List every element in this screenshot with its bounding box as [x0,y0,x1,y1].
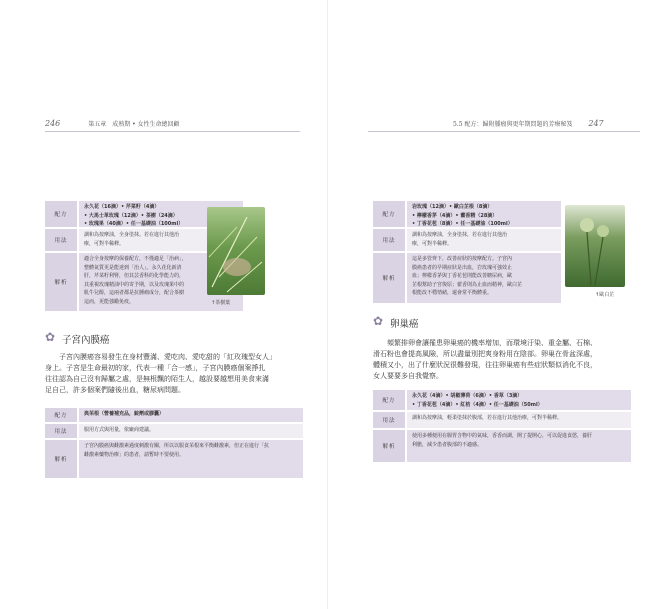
left-oil-table [45,201,303,309]
right-t2-explain-row: 解析 使用多種便用在腸胃含物中的氣味，香香而調，開了提開心，可以促進食慾，養肝 利膽，減少患者腹部的不適感。 [373,430,631,462]
left-t2-formula-text: 典苿根（營養補充品，錠劑或膠囊） [79,408,303,422]
right-usage-row: 用法 調和為按摩油，全身塗抹，若在進行其他治 療，可對半稀釋。 [373,229,561,251]
explain-label: 解析 [45,253,77,311]
right-formula-row: 配方 岩玫瑰（12滴）• 歐白芷根（8滴） • 檸檬香茅（4滴）• 藿香精（28滴） • 丁香花苞（8滴）• 任一基礎油（100ml） [373,201,561,227]
left-header [45,119,180,128]
right-body-text: 頻繁排卵會讓罹患卵巢癌的機率增加，而環境汙染、重金屬、石棉、 滑石粉也會提高風險，所以盡量別把爽身粉用在陰部。卵巢在骨盆深處， 體積又小，出了什麼狀況很難發現，往往卵巢癌有些症狀類似消化不良， 女人要要多自我覺察。 [373,339,597,380]
right-t2-formula-row: 配方 永久花（4滴）• 胡椒薄荷（6滴）• 香草（3滴） • 丁香花苞（4滴）• 紅桔（4滴）• 任一基礎油（50ml） [373,390,631,410]
right-t2-usage-text: 調和為按摩油，輕柔塗抹於腹部，若在進行其他治療，可對半稀釋。 [407,412,631,428]
explain-text: 適合全身按摩的保養配方，不僅適足「治病」， 整體氣質更是能達到「治人」。永久花化新清 肝，芹菜籽利腎，但其芸香科的化學能力的， 其重視玫瑰精油中的寄予期，以及玫瑰果中的 肌牛兒醇，這兩者都是抗腫瘤成分，配合茶樹 這而，更能強勵免疫。 [79,253,243,311]
flower-icon: ✿ [45,330,56,344]
left-page-number: 246 [45,119,61,128]
tea-tree-caption: ↑茶樹葉 [211,300,231,306]
tea-tree-leaves-icon [207,207,265,295]
right-page-number: 247 [588,119,604,128]
right-t2-explain-text: 使用多種便用在腸胃含物中的氣味，香香而調，開了提開心，可以促進食慾，養肝 利膽，減少患者腹部的不適感。 [407,430,631,462]
usage-text: 調和為按摩油，全身塗抹。若在進行其他治 療，可對半稀釋。 [79,229,243,251]
right-header-title: 5.5 配方：歸附腫瘤與更年期問題的芳療秘笈 [453,121,573,128]
right-t2-usage-row: 用法 調和為按摩油，輕柔塗抹於腹部，若在進行其他治療，可對半稀釋。 [373,412,631,428]
right-explain-text: 這是多管齊下，改善症狀的按摩配方。子宮內 膜癌患者的早期症狀是出血，岩玫瑰可強效止 血；檸檬香茅與丁香花苞則能改善糖尿病，歐 芷根幫助子宮復原；藿香則為止血而精神，歐白芷 根能改不穩情緒，還會常平衡體重。 [407,253,561,303]
right-usage-text: 調和為按摩油，全身塗抹，若在進行其他治 療，可對半稀釋。 [407,229,561,251]
right-oil-table-2 [373,390,631,470]
flower-icon: ✿ [373,314,384,328]
left-supplement-table [45,408,303,478]
right-formula-text: 岩玫瑰（12滴）• 歐白芷根（8滴） • 檸檬香茅（4滴）• 藿香精（28滴） • 丁香花苞（8滴）• 任一基礎油（100ml） [407,201,561,227]
right-header-rule [368,131,640,132]
left-section-title: 子宮內膜癌 [62,335,110,346]
usage-label: 用法 [45,229,77,251]
left-t2-formula-row: 配方 典苿根（營養補充品，錠劑或膠囊） [45,408,303,422]
angelica-caption: ↑歐白芷 [595,292,615,298]
tea-tree-photo [207,207,265,295]
right-oil-table [373,201,631,309]
formula-label: 配方 [45,201,77,227]
left-t2-explain-text: 子宮內膜癌與雌激素過度刺激有關，所以以服食苿根來平衡雌激素，但正在進行「抗 雌激素藥物治療」的患者，請暫時不要使用。 [79,440,303,478]
angelica-photo [565,205,625,287]
right-header [453,119,604,128]
left-t2-explain-row: 解析 子宮內膜癌與雌激素過度刺激有關，所以以服食苿根來平衡雌激素，但正在進行「抗 雌激素藥物治療」的患者，請暫時不要使用。 [45,440,303,478]
left-header-rule [45,131,300,132]
left-page [0,0,327,609]
right-explain-row: 解析 這是多管齊下，改善症狀的按摩配方。子宮內 膜癌患者的早期症狀是出血，岩玫瑰可強效止 血；檸檬香茅與丁香花苞則能改善糖尿病，歐 芷根幫助子宮復原；藿香則為止血而精神，歐白芷 根能改不穩情緒，還會常平衡體重。 [373,253,561,303]
formula-text: 永久花（16滴）• 芹菜籽（4滴） • 大馬士革玫瑰（12滴）• 茶樹（24滴） • 玫瑰果（40滴）• 任一基礎油（100ml） [79,201,243,227]
right-section-title: 卵巢癌 [390,319,419,330]
left-t2-usage-row: 用法 服用方式與用量，依廠商建議。 [45,424,303,438]
right-page [328,0,655,609]
left-t2-usage-text: 服用方式與用量，依廠商建議。 [79,424,303,438]
left-body-text: 子宮內膜癌容易發生在身材豐滿、愛吃肉、愛吃甜的「紅玫瑰型女人」 身上。子宮是生命最初的家，代表一種「合一感」，子宮內膜癌個案掙扎 往往認為自己沒有歸屬之處，是無根飄的陌生人，越設要越想用美食來滿 足自己，許多個案們隨後出血，糖尿病問題。 [45,353,276,394]
right-t2-formula-text: 永久花（4滴）• 胡椒薄荷（6滴）• 香草（3滴） • 丁香花苞（4滴）• 紅桔（4滴）• 任一基礎油（50ml） [407,390,631,410]
angelica-plant-icon [565,205,625,287]
left-chapter-title: 第五章 成熟期 • 女性生命總回顧 [88,121,180,128]
